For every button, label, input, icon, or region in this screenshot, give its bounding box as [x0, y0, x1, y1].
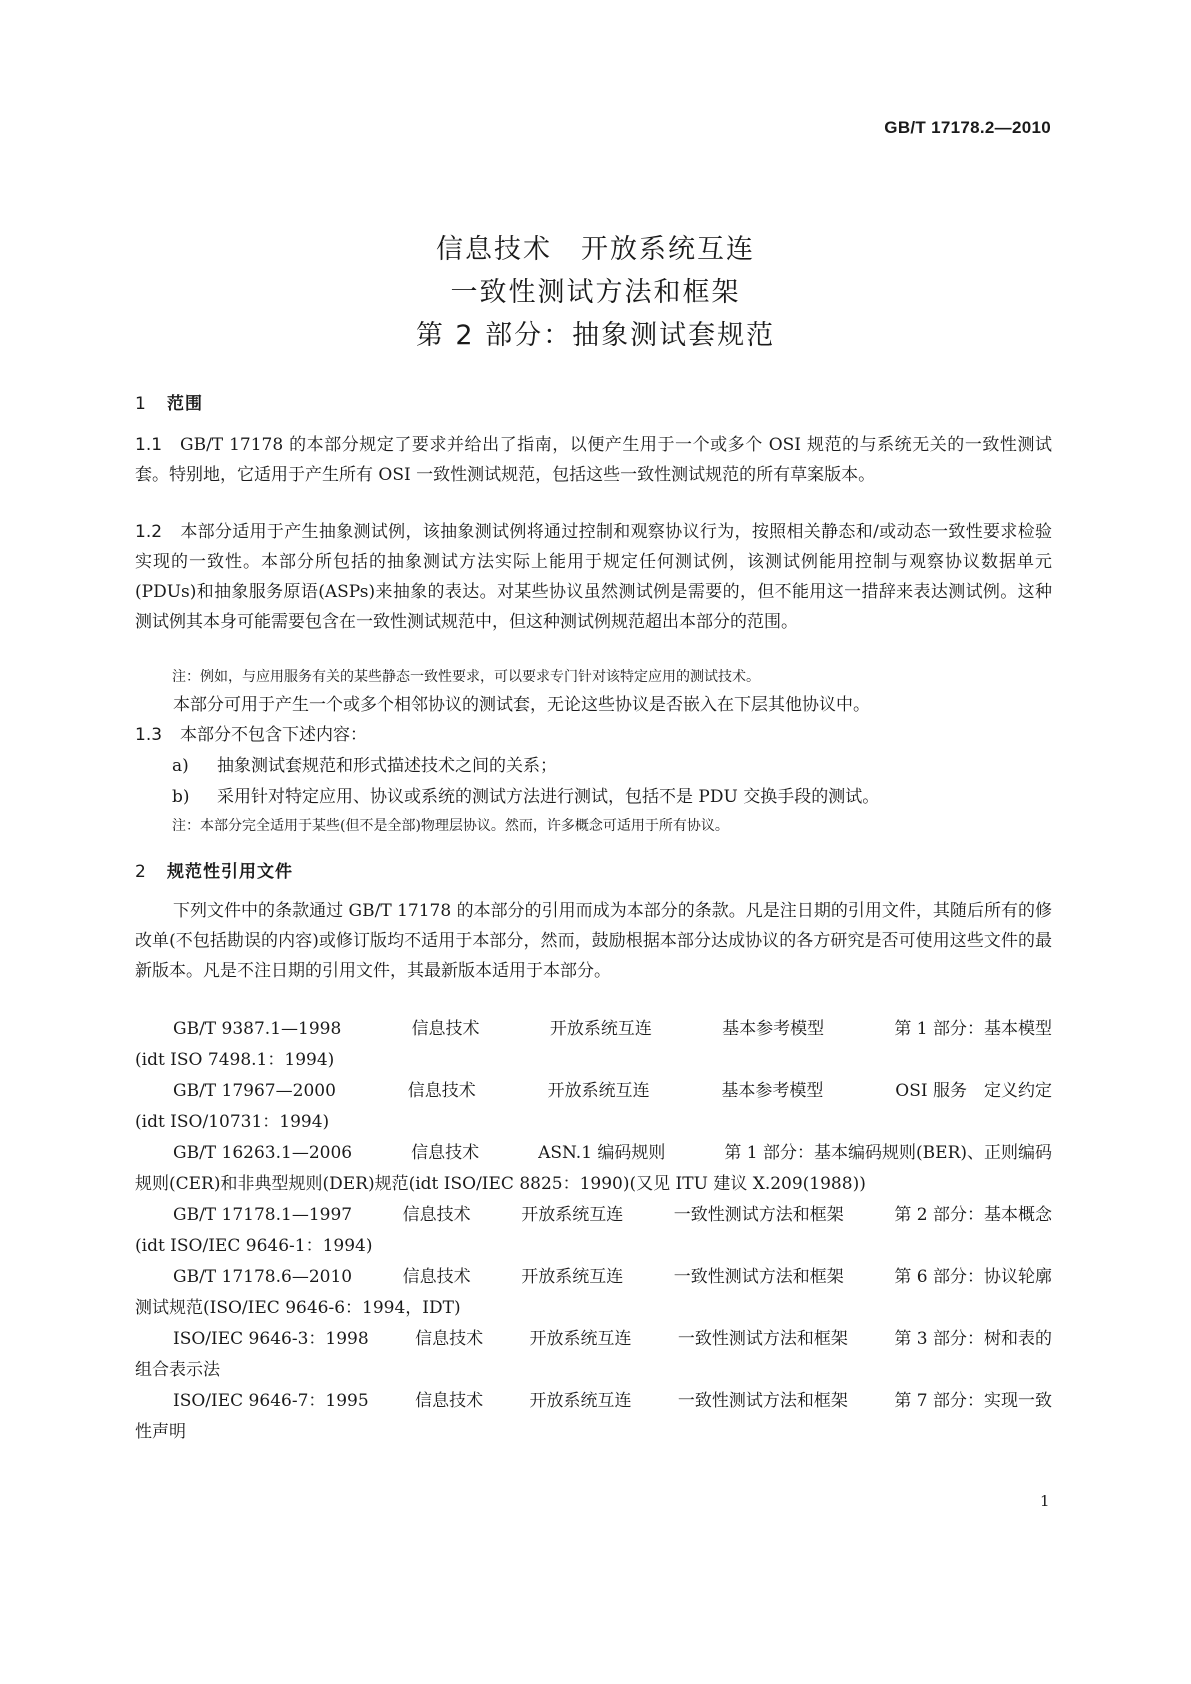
- clause-number: 1.1: [135, 435, 163, 455]
- ref-continuation: 性声明: [135, 1422, 186, 1442]
- ref-continuation: (idt ISO/IEC 9646-1：1994): [135, 1236, 373, 1256]
- standard-id: GB/T 17178.2—2010: [884, 118, 1051, 137]
- ref-code: GB/T 17178.1—1997: [173, 1205, 353, 1225]
- clause-1-1: [135, 430, 1052, 490]
- reference-5: [135, 1262, 1052, 1324]
- ref-code: GB/T 16263.1—2006: [173, 1143, 353, 1163]
- reference-4: [135, 1200, 1052, 1262]
- document-title: [0, 228, 1191, 357]
- ref-part: 第 1 部分：基本模型: [894, 1019, 1052, 1039]
- clause-1-2-para-2: 本部分可用于产生一个或多个相邻协议的测试套，无论这些协议是否嵌入在下层其他协议中。: [173, 695, 870, 715]
- ref-code: GB/T 17967—2000: [173, 1081, 336, 1101]
- ref-part: 开放系统互连: [549, 1019, 652, 1039]
- reference-6: [135, 1324, 1052, 1386]
- title-line-3: 第 2 部分：抽象测试套规范: [415, 320, 776, 351]
- ref-part: 第 3 部分：树和表的: [894, 1329, 1052, 1349]
- ref-part: 第 2 部分：基本概念: [894, 1205, 1052, 1225]
- section-title: 规范性引用文件: [167, 862, 293, 882]
- ref-continuation: 规则(CER)和非典型规则(DER)规范(idt ISO/IEC 8825：1990)(又见 ITU 建议 X.209(1988)): [135, 1174, 866, 1194]
- ref-part: 开放系统互连: [547, 1081, 650, 1101]
- clause-text: GB/T 17178 的本部分规定了要求并给出了指南，以便产生用于一个或多个 OSI 规范的与系统无关的一致性测试套。特别地，它适用于产生所有 OSI 一致性测试规范，包括这些一致性测试规范的所有草案版本。: [135, 435, 1052, 485]
- list-text: 采用针对特定应用、协议或系统的测试方法进行测试，包括不是 PDU 交换手段的测试。: [217, 787, 880, 807]
- ref-part: 开放系统互连: [529, 1391, 632, 1411]
- title-line-1: 信息技术 开放系统互连: [436, 234, 755, 265]
- reference-3: [135, 1138, 1052, 1200]
- ref-part: 开放系统互连: [529, 1329, 632, 1349]
- section-2-intro: 下列文件中的条款通过 GB/T 17178 的本部分的引用而成为本部分的条款。凡是注日期的引用文件，其随后所有的修改单(不包括勘误的内容)或修订版均不适用于本部分，然而，鼓励根据本部分达成协议的各方研究是否可使用这些文件的最新版本。凡是不注日期的引用文件，其最新版本适用于本部分。: [135, 901, 1052, 981]
- section-1-heading: [135, 389, 203, 414]
- ref-part: 一致性测试方法和框架: [673, 1267, 844, 1287]
- ref-continuation: (idt ISO/10731：1994): [135, 1112, 330, 1132]
- ref-continuation: 测试规范(ISO/IEC 9646-6：1994，IDT): [135, 1298, 461, 1318]
- ref-code: GB/T 9387.1—1998: [173, 1019, 342, 1039]
- list-item-a: [172, 751, 557, 781]
- ref-part: 基本参考模型: [721, 1081, 824, 1101]
- list-item-b: [172, 782, 879, 812]
- ref-code: ISO/IEC 9646-3：1998: [173, 1329, 369, 1349]
- ref-part: 开放系统互连: [521, 1267, 624, 1287]
- reference-7: [135, 1386, 1052, 1448]
- ref-part: ASN.1 编码规则: [538, 1143, 666, 1163]
- ref-code: GB/T 17178.6—2010: [173, 1267, 353, 1287]
- clause-1-3: [135, 720, 1052, 750]
- ref-part: 信息技术: [415, 1329, 484, 1349]
- ref-part: 第 6 部分：协议轮廓: [894, 1267, 1052, 1287]
- reference-1: [135, 1014, 1052, 1076]
- ref-part: 第 1 部分：基本编码规则(BER)、正则编码: [724, 1143, 1052, 1163]
- list-label: a): [172, 756, 189, 776]
- ref-part: 开放系统互连: [521, 1205, 624, 1225]
- title-line-2: 一致性测试方法和框架: [450, 277, 741, 308]
- ref-part: 一致性测试方法和框架: [673, 1205, 844, 1225]
- section-number: 1: [135, 394, 147, 414]
- ref-part: 信息技术: [411, 1143, 480, 1163]
- reference-2: [135, 1076, 1052, 1138]
- clause-text: 本部分适用于产生抽象测试例，该抽象测试例将通过控制和观察协议行为，按照相关静态和/或动态一致性要求检验实现的一致性。本部分所包括的抽象测试方法实际上能用于规定任何测试例，该测试例能用控制与观察协议数据单元(PDUs)和抽象服务原语(ASPs)来抽象的表达。对某些协议虽然测试例是需要的，但不能用这一措辞来表达测试例。这种测试例其本身可能需要包含在一致性测试规范中，但这种测试例规范超出本部分的范围。: [135, 522, 1052, 632]
- ref-part: OSI 服务 定义约定: [895, 1081, 1052, 1101]
- clause-1-2: [135, 517, 1052, 637]
- list-text: 抽象测试套规范和形式描述技术之间的关系；: [217, 756, 557, 776]
- ref-part: 信息技术: [402, 1205, 471, 1225]
- section-number: 2: [135, 862, 147, 882]
- ref-part: 第 7 部分：实现一致: [894, 1391, 1052, 1411]
- clause-number: 1.3: [135, 725, 163, 745]
- ref-part: 信息技术: [415, 1391, 484, 1411]
- page-number: 1: [1040, 1492, 1050, 1510]
- ref-part: 信息技术: [402, 1267, 471, 1287]
- list-label: b): [172, 787, 190, 807]
- ref-continuation: 组合表示法: [135, 1360, 220, 1380]
- section-2-heading: [135, 857, 293, 882]
- section-title: 范围: [167, 394, 203, 414]
- note-1: 注：例如，与应用服务有关的某些静态一致性要求，可以要求专门针对该特定应用的测试技术。: [172, 669, 760, 685]
- ref-part: 信息技术: [407, 1081, 476, 1101]
- ref-part: 信息技术: [411, 1019, 480, 1039]
- clause-text: 本部分不包含下述内容：: [180, 725, 367, 745]
- ref-part: 一致性测试方法和框架: [677, 1329, 848, 1349]
- note-2: 注：本部分完全适用于某些(但不是全部)物理层协议。然而，许多概念可适用于所有协议。: [172, 818, 729, 834]
- ref-code: ISO/IEC 9646-7：1995: [173, 1391, 369, 1411]
- ref-part: 基本参考模型: [722, 1019, 825, 1039]
- ref-part: 一致性测试方法和框架: [677, 1391, 848, 1411]
- clause-number: 1.2: [135, 522, 163, 542]
- ref-continuation: (idt ISO 7498.1：1994): [135, 1050, 335, 1070]
